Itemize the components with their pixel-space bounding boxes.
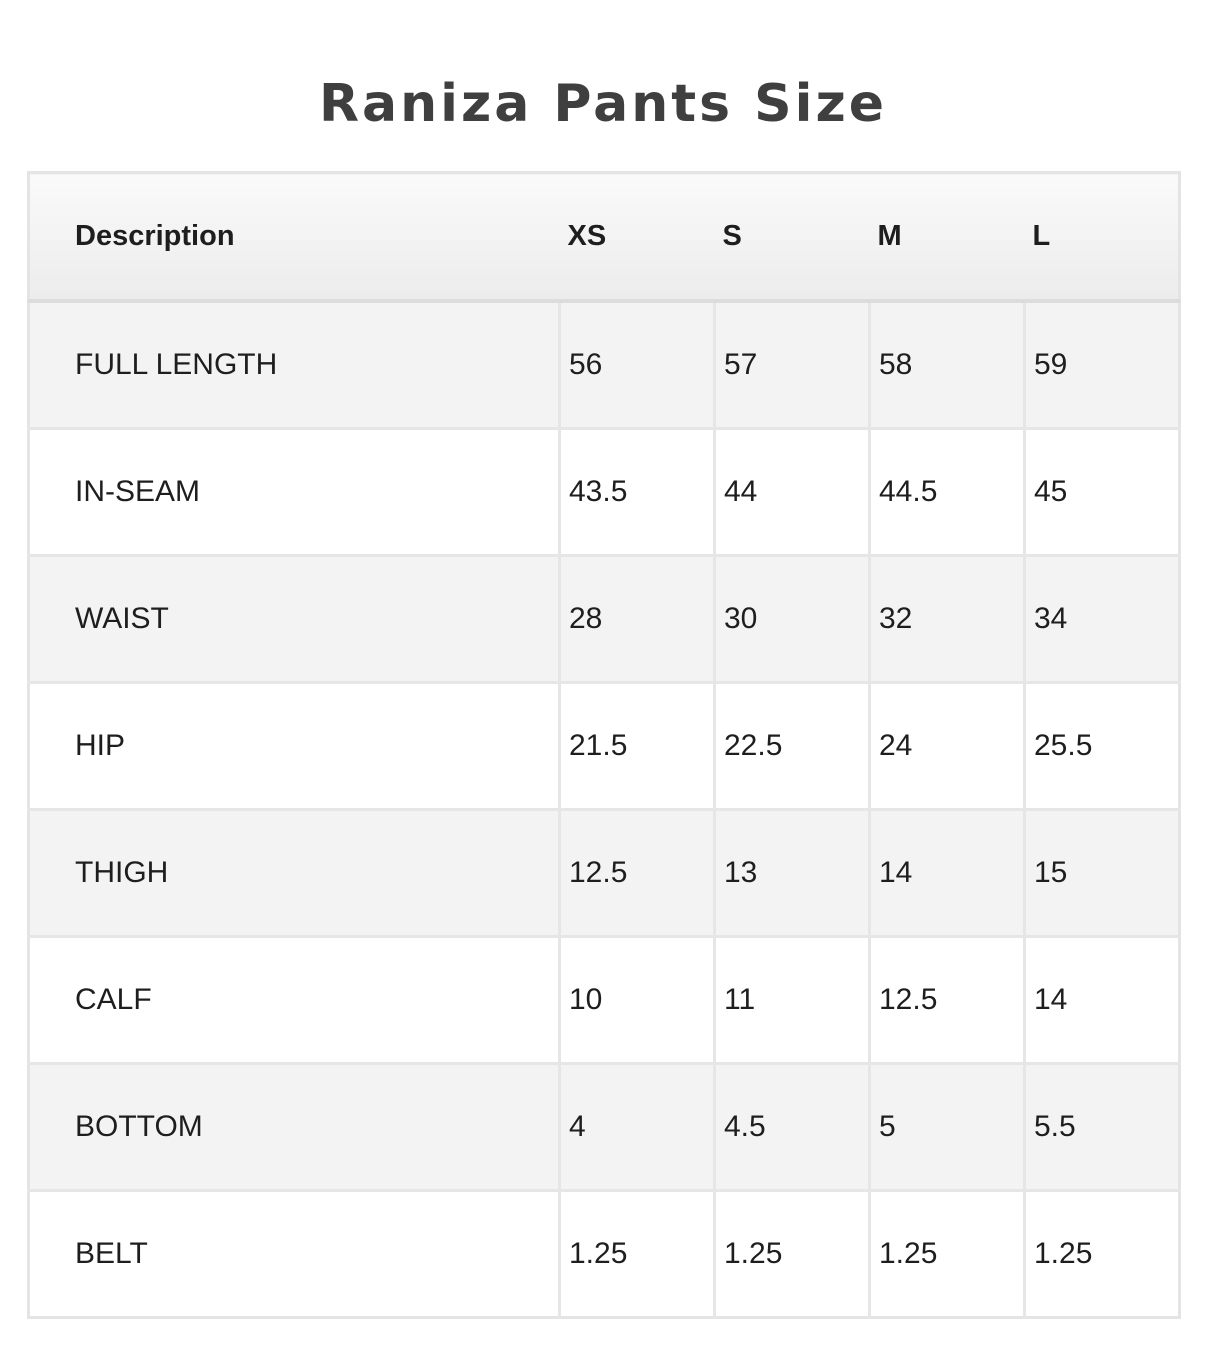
table-row-in-seam [29, 429, 1180, 556]
cell-xs: 10 [560, 937, 715, 1064]
cell-xs: 56 [560, 301, 715, 429]
table-row-thigh [29, 810, 1180, 937]
cell-m: 44.5 [870, 429, 1025, 556]
row-label: FULL LENGTH [29, 301, 560, 429]
size-chart-table [27, 171, 1181, 1319]
column-header-xs: XS [560, 173, 715, 302]
column-header-description: Description [29, 173, 560, 302]
row-label: CALF [29, 937, 560, 1064]
cell-xs: 4 [560, 1064, 715, 1191]
cell-s: 44 [715, 429, 870, 556]
row-label: BELT [29, 1191, 560, 1318]
column-header-m: M [870, 173, 1025, 302]
cell-l: 25.5 [1025, 683, 1180, 810]
cell-m: 24 [870, 683, 1025, 810]
cell-xs: 1.25 [560, 1191, 715, 1318]
cell-xs: 28 [560, 556, 715, 683]
column-header-s: S [715, 173, 870, 302]
cell-l: 5.5 [1025, 1064, 1180, 1191]
cell-m: 1.25 [870, 1191, 1025, 1318]
cell-s: 57 [715, 301, 870, 429]
cell-s: 13 [715, 810, 870, 937]
cell-l: 45 [1025, 429, 1180, 556]
table-row-hip [29, 683, 1180, 810]
cell-m: 14 [870, 810, 1025, 937]
row-label: THIGH [29, 810, 560, 937]
cell-s: 30 [715, 556, 870, 683]
column-header-l: L [1025, 173, 1180, 302]
cell-xs: 21.5 [560, 683, 715, 810]
row-label: HIP [29, 683, 560, 810]
table-row-bottom [29, 1064, 1180, 1191]
cell-s: 22.5 [715, 683, 870, 810]
cell-s: 4.5 [715, 1064, 870, 1191]
cell-l: 14 [1025, 937, 1180, 1064]
row-label: BOTTOM [29, 1064, 560, 1191]
cell-m: 5 [870, 1064, 1025, 1191]
row-label: WAIST [29, 556, 560, 683]
cell-l: 15 [1025, 810, 1180, 937]
cell-m: 12.5 [870, 937, 1025, 1064]
table-row-waist [29, 556, 1180, 683]
cell-m: 58 [870, 301, 1025, 429]
table-header-row [29, 173, 1180, 302]
row-label: IN-SEAM [29, 429, 560, 556]
cell-xs: 43.5 [560, 429, 715, 556]
cell-l: 34 [1025, 556, 1180, 683]
cell-l: 1.25 [1025, 1191, 1180, 1318]
cell-s: 11 [715, 937, 870, 1064]
table-row-calf [29, 937, 1180, 1064]
cell-xs: 12.5 [560, 810, 715, 937]
table-row-full-length [29, 301, 1180, 429]
page-title: Raniza Pants Size [319, 73, 887, 134]
cell-l: 59 [1025, 301, 1180, 429]
cell-m: 32 [870, 556, 1025, 683]
cell-s: 1.25 [715, 1191, 870, 1318]
table-row-belt [29, 1191, 1180, 1318]
